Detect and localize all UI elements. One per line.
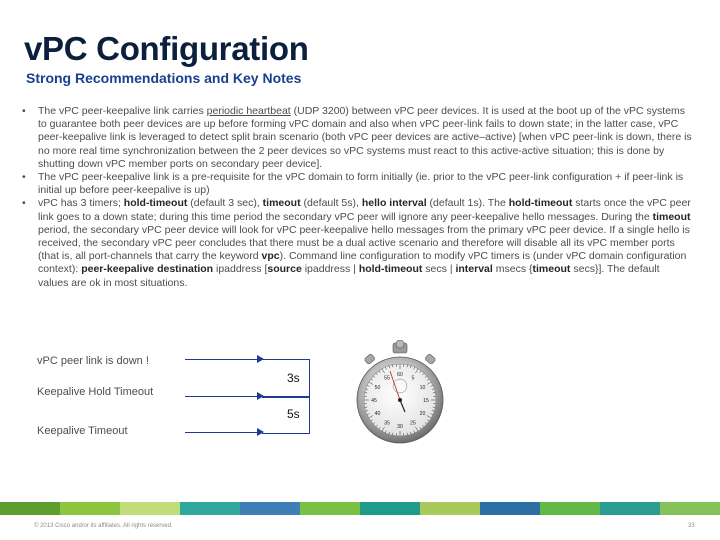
- dial-number: 55: [384, 375, 390, 382]
- hold-timeout-bracket: [262, 359, 310, 398]
- color-bar-segment: [120, 502, 181, 515]
- bold-term: vpc: [261, 250, 280, 263]
- dial-number: 20: [419, 411, 426, 417]
- bold-term: hold-timeout: [358, 263, 423, 276]
- slide-subtitle: Strong Recommendations and Key Notes: [26, 70, 302, 86]
- text-run: (default 3 sec),: [187, 197, 263, 210]
- peer-link-down-arrow: [185, 359, 262, 360]
- text-run: ipaddress |: [301, 263, 359, 276]
- color-bar-segment: [240, 502, 301, 515]
- bold-term: hello interval: [361, 197, 427, 210]
- bullet-item-1: [20, 105, 692, 171]
- bold-term: interval: [455, 263, 493, 276]
- bold-term: hold-timeout: [508, 197, 573, 210]
- underlined-term: periodic heartbeat: [206, 105, 291, 117]
- page-number: 33: [688, 523, 695, 529]
- dial-number: 25: [410, 420, 416, 427]
- peer-link-down-label: vPC peer link is down !: [37, 355, 149, 367]
- text-run: The vPC peer-keepalive link is a pre-requisite for the vPC domain to form initially (ie. prior to the vPC peer-link configuration + if peer-link is initial up before peer-keepalive is up): [38, 171, 684, 197]
- text-run: secs |: [422, 263, 456, 276]
- bullet-list: [20, 105, 692, 290]
- dial-number: 40: [374, 411, 381, 417]
- timeout-duration: 5s: [287, 407, 300, 421]
- text-run: (UDP 3200) between vPC peer devices. It is used at the boot up of the vPC systems to guarantee both peer devices are up before forming vPC domain and also when vPC peer-link fails to down state; in the latter case, vPC peer-keepalive link is leveraged to detect split brain scenario (both vPC peer devices are active–active) [when vPC peer-link is down, there is no more real time synchronization between the 2 peer devices so vPC systems must react to this active-active situation; this is done by shutting down vPC member ports on secondary peer device].: [38, 105, 692, 170]
- text-run: msecs {: [492, 263, 533, 276]
- text-run: ipaddress [: [213, 263, 268, 276]
- color-bar-segment: [480, 502, 541, 515]
- color-bar-segment: [420, 502, 481, 515]
- text-run: The vPC peer-keepalive link carries: [38, 105, 207, 117]
- dial-number: 45: [371, 398, 377, 404]
- slide-title: vPC Configuration: [24, 30, 309, 67]
- dial-number: 30: [397, 424, 403, 430]
- text-run: secs}]. The default values are ok in most situations.: [38, 263, 660, 289]
- timeout-bracket: [262, 396, 310, 434]
- copyright-text: © 2013 Cisco and/or its affiliates. All rights reserved.: [34, 523, 173, 529]
- color-bar-segment: [180, 502, 241, 515]
- bold-term: source: [267, 263, 302, 276]
- bold-term: timeout: [532, 263, 571, 276]
- color-bar-segment: [60, 502, 121, 515]
- color-bar-segment: [300, 502, 361, 515]
- bold-term: timeout: [262, 197, 301, 210]
- bold-term: hold-timeout: [123, 197, 188, 210]
- text-run: starts once the vPC peer link goes to a down state; during this time period the secondary vPC peer will ignore any peer-keepalive hello messages. During the: [38, 197, 691, 223]
- dial-number: 60: [397, 372, 403, 378]
- bold-term: timeout: [652, 210, 691, 223]
- stopwatch-icon: [345, 340, 455, 450]
- text-run: (default 5s),: [300, 197, 362, 210]
- bold-term: peer-keepalive destination: [81, 263, 214, 276]
- hold-timeout-duration: 3s: [287, 371, 300, 385]
- color-bar-segment: [540, 502, 601, 515]
- dial-number: 5: [411, 375, 415, 382]
- text-run: vPC has 3 timers;: [38, 197, 124, 210]
- keepalive-timeout-label: Keepalive Timeout: [37, 425, 128, 437]
- dial-number: 15: [423, 398, 429, 404]
- color-bar-segment: [660, 502, 720, 515]
- dial-number: 35: [384, 420, 390, 427]
- hold-timeout-arrow: [185, 396, 262, 397]
- bullet-item-3: [20, 197, 692, 289]
- text-run: period, the secondary vPC peer device will look for vPC peer-keepalive hello messages from the primary vPC peer device. If a single hello is received, the secondary vPC peer concludes that there must be a dual active scenario and therefore will disable all its vPC member ports (that is, all port-channels that carry the keyword: [38, 223, 690, 263]
- color-bar-segment: [360, 502, 421, 515]
- color-bar-segment: [0, 502, 61, 515]
- text-run: (default 1s). The: [426, 197, 509, 210]
- text-run: ). Command line configuration to modify vPC timers is (under vPC domain configuration context):: [38, 250, 687, 276]
- color-bar-segment: [600, 502, 661, 515]
- keepalive-timeout-arrow: [185, 432, 262, 433]
- dial-number: 10: [419, 385, 426, 391]
- bullet-item-2: [20, 171, 692, 197]
- hold-timeout-label: Keepalive Hold Timeout: [37, 386, 154, 398]
- dial-number: 50: [374, 385, 381, 391]
